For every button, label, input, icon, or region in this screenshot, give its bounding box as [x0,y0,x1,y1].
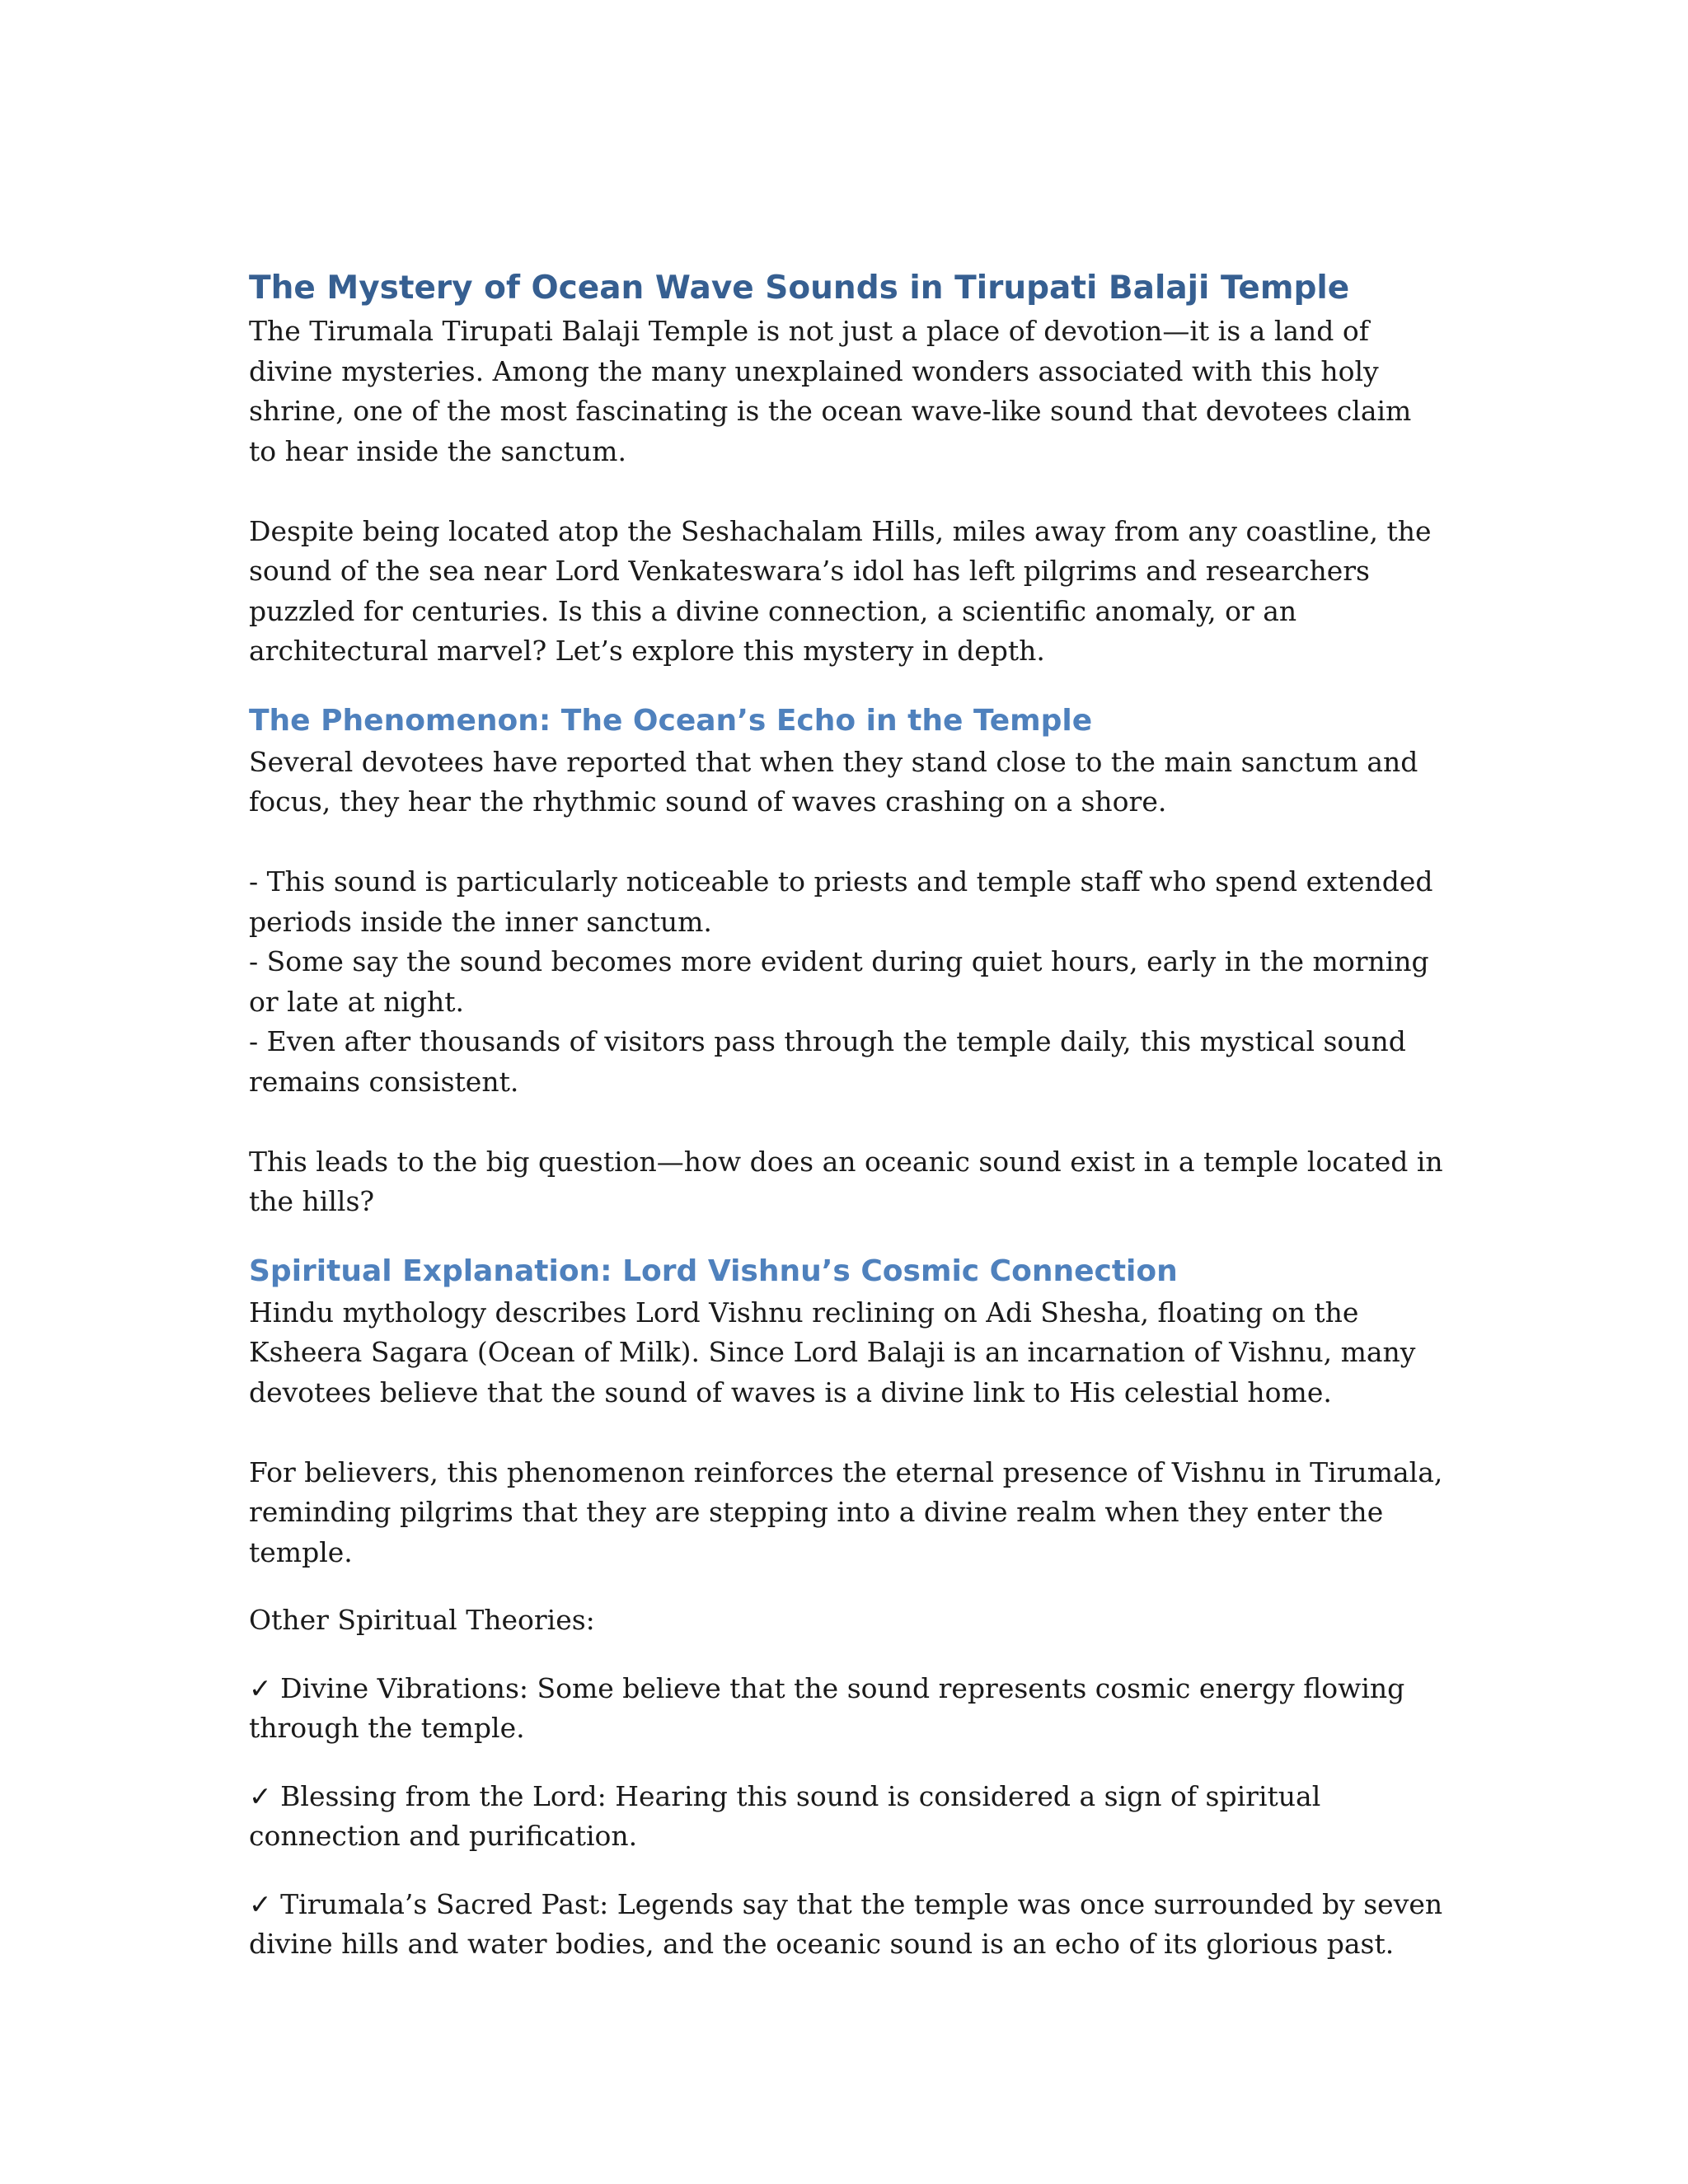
blank-line [249,1102,1444,1142]
blank-line [249,823,1444,863]
theory-item: ✓ Tirumala’s Sacred Past: Legends say that the temple was once surrounded by seven divine hills and water bodies, and the oceanic sound is an echo of its glorious past. [249,1887,1443,1960]
list-item: - Some say the sound becomes more evident during quiet hours, early in the morning or late at night. [249,945,1429,1018]
section-heading-phenomenon: The Phenomenon: The Ocean’s Echo in the Temple [249,703,1093,738]
phenomenon-closing: This leads to the big question—how does an oceanic sound exist in a temple located in the hills? [249,1145,1443,1217]
page-title: The Mystery of Ocean Wave Sounds in Tirupati Balaji Temple [249,269,1350,307]
spiritual-paragraph-2: For believers, this phenomenon reinforces the eternal presence of Vishnu in Tirumala, reminding pilgrims that they are stepping into a divine realm when they enter the temple. [249,1455,1443,1568]
list-item: - Even after thousands of visitors pass through the temple daily, this mystical sound remains consistent. [249,1025,1406,1098]
intro-paragraph-1: The Tirumala Tirupati Balaji Temple is not just a place of devotion—it is a land of divine mysteries. Among the many unexplained wonders associated with this holy shrine, one of the most fascinating is the ocean wave-like sound that devotees claim to hear inside the sanctum. [249,315,1412,467]
theories-label: Other Spiritual Theories: [249,1604,595,1636]
theory-item: ✓ Blessing from the Lord: Hearing this sound is considered a sign of spiritual connection and purification. [249,1779,1321,1852]
blank-line [249,471,1444,512]
document-body [249,265,1444,1965]
intro-paragraph-2: Despite being located atop the Seshachalam Hills, miles away from any coastline, the sound of the sea near Lord Venkateswara’s idol has left pilgrims and researchers puzzled for centuries. Is this a divine connection, a scientific anomaly, or an architectural marvel? Let’s explore this mystery in depth. [249,514,1432,667]
spiritual-paragraph-1: Hindu mythology describes Lord Vishnu reclining on Adi Shesha, floating on the Ksheera Sagara (Ocean of Milk). Since Lord Balaji is an incarnation of Vishnu, many devotees believe that the sound of waves is a divine link to His celestial home. [249,1296,1416,1408]
list-item: - This sound is particularly noticeable to priests and temple staff who spend extended periods inside the inner sanctum. [249,865,1433,938]
theory-item: ✓ Divine Vibrations: Some believe that the sound represents cosmic energy flowing through the temple. [249,1671,1405,1744]
section-heading-spiritual: Spiritual Explanation: Lord Vishnu’s Cosmic Connection [249,1254,1178,1288]
blank-line [249,1413,1444,1453]
phenomenon-paragraph: Several devotees have reported that when they stand close to the main sanctum and focus, they hear the rhythmic sound of waves crashing on a shore. [249,745,1418,818]
